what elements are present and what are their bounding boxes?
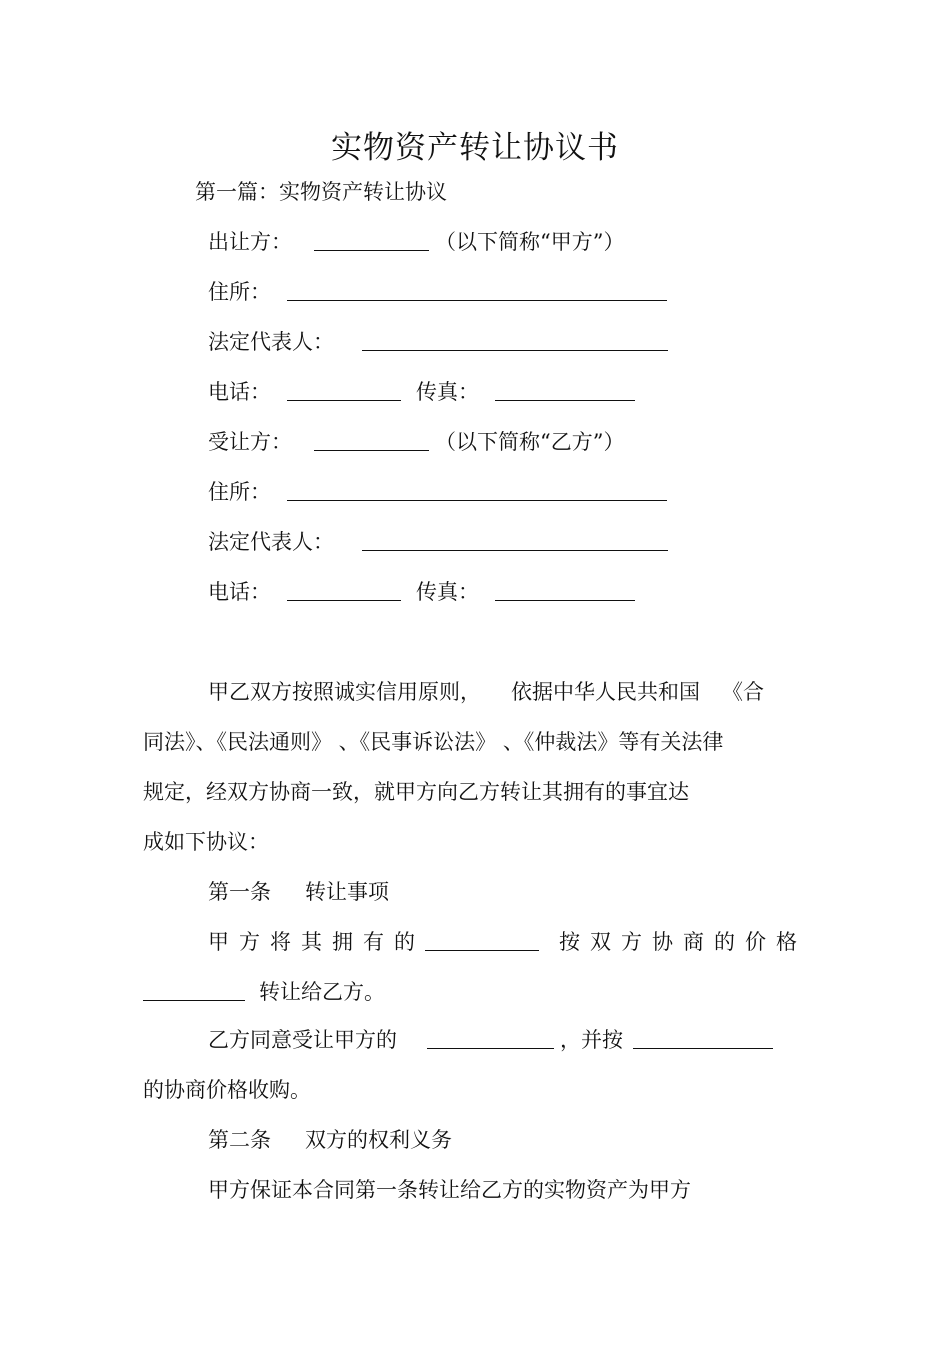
preamble-line-3: 规定，经双方协商一致，就甲方向乙方转让其拥有的事宜达 bbox=[143, 780, 689, 804]
address-blank[interactable] bbox=[287, 480, 667, 501]
preamble-text: 依据中华人民共和国 bbox=[511, 680, 700, 704]
rep-label: 法定代表人： bbox=[208, 530, 334, 554]
party-b-rep-line bbox=[208, 528, 668, 556]
article-2-heading bbox=[208, 1126, 452, 1154]
transferor-note: （以下简称“甲方”） bbox=[435, 230, 625, 254]
phone-blank[interactable] bbox=[287, 380, 401, 401]
rep-blank[interactable] bbox=[362, 330, 668, 351]
fax-blank[interactable] bbox=[495, 580, 635, 601]
article-1-heading bbox=[208, 878, 389, 906]
clause-text: ，并按 bbox=[560, 1028, 623, 1052]
phone-label: 电话： bbox=[208, 580, 271, 604]
transferor-line bbox=[208, 228, 624, 256]
preamble-text: 甲乙双方按照诚实信用原则， bbox=[208, 680, 481, 704]
party-a-address-line bbox=[208, 278, 667, 306]
address-label: 住所： bbox=[208, 480, 271, 504]
fax-label: 传真： bbox=[416, 380, 479, 404]
article-title: 转让事项 bbox=[305, 880, 389, 904]
transferee-blank[interactable] bbox=[314, 430, 429, 451]
article-2-para-1: 甲方保证本合同第一条转让给乙方的实物资产为甲方 bbox=[208, 1178, 691, 1202]
price-blank[interactable] bbox=[633, 1028, 773, 1049]
document-title: 实物资产转让协议书 bbox=[331, 130, 619, 166]
transferee-note: （以下简称“乙方”） bbox=[435, 430, 625, 454]
article-1-para-2-line-1 bbox=[208, 1026, 773, 1054]
article-number: 第一条 bbox=[208, 880, 271, 904]
rep-blank[interactable] bbox=[362, 530, 668, 551]
phone-blank[interactable] bbox=[287, 580, 401, 601]
transferor-blank[interactable] bbox=[314, 230, 429, 251]
article-title: 双方的权利义务 bbox=[305, 1128, 452, 1152]
clause-text: 按双方协商的价格 bbox=[559, 930, 807, 954]
clause-text: 转让给乙方。 bbox=[259, 980, 385, 1004]
fax-blank[interactable] bbox=[495, 380, 635, 401]
preamble-text: 《合 bbox=[722, 680, 764, 704]
transferee-line bbox=[208, 428, 624, 456]
preamble-line-4: 成如下协议： bbox=[143, 830, 269, 854]
article-1-para-1-line-2 bbox=[143, 978, 385, 1006]
fax-label: 传真： bbox=[416, 580, 479, 604]
preamble-line-2: 同法》、《民法通则》 、《民事诉讼法》 、《仲裁法》等有关法律 bbox=[143, 730, 724, 754]
chapter-heading: 第一篇：实物资产转让协议 bbox=[195, 180, 447, 204]
asset-blank[interactable] bbox=[427, 1028, 554, 1049]
party-b-address-line bbox=[208, 478, 667, 506]
asset-blank[interactable] bbox=[425, 930, 539, 951]
address-label: 住所： bbox=[208, 280, 271, 304]
transferor-label: 出让方： bbox=[208, 230, 292, 254]
transferee-label: 受让方： bbox=[208, 430, 292, 454]
clause-text: 甲方将其拥有的 bbox=[208, 930, 425, 954]
article-number: 第二条 bbox=[208, 1128, 271, 1152]
article-1-para-1-line-1 bbox=[208, 928, 807, 956]
phone-label: 电话： bbox=[208, 380, 271, 404]
price-blank[interactable] bbox=[143, 980, 245, 1001]
article-1-para-2-line-2: 的协商价格收购。 bbox=[143, 1078, 311, 1102]
preamble-line-1 bbox=[208, 678, 764, 706]
rep-label: 法定代表人： bbox=[208, 330, 334, 354]
party-a-contact-line bbox=[208, 378, 635, 406]
address-blank[interactable] bbox=[287, 280, 667, 301]
party-b-contact-line bbox=[208, 578, 635, 606]
clause-text: 乙方同意受让甲方的 bbox=[208, 1028, 397, 1052]
party-a-rep-line bbox=[208, 328, 668, 356]
